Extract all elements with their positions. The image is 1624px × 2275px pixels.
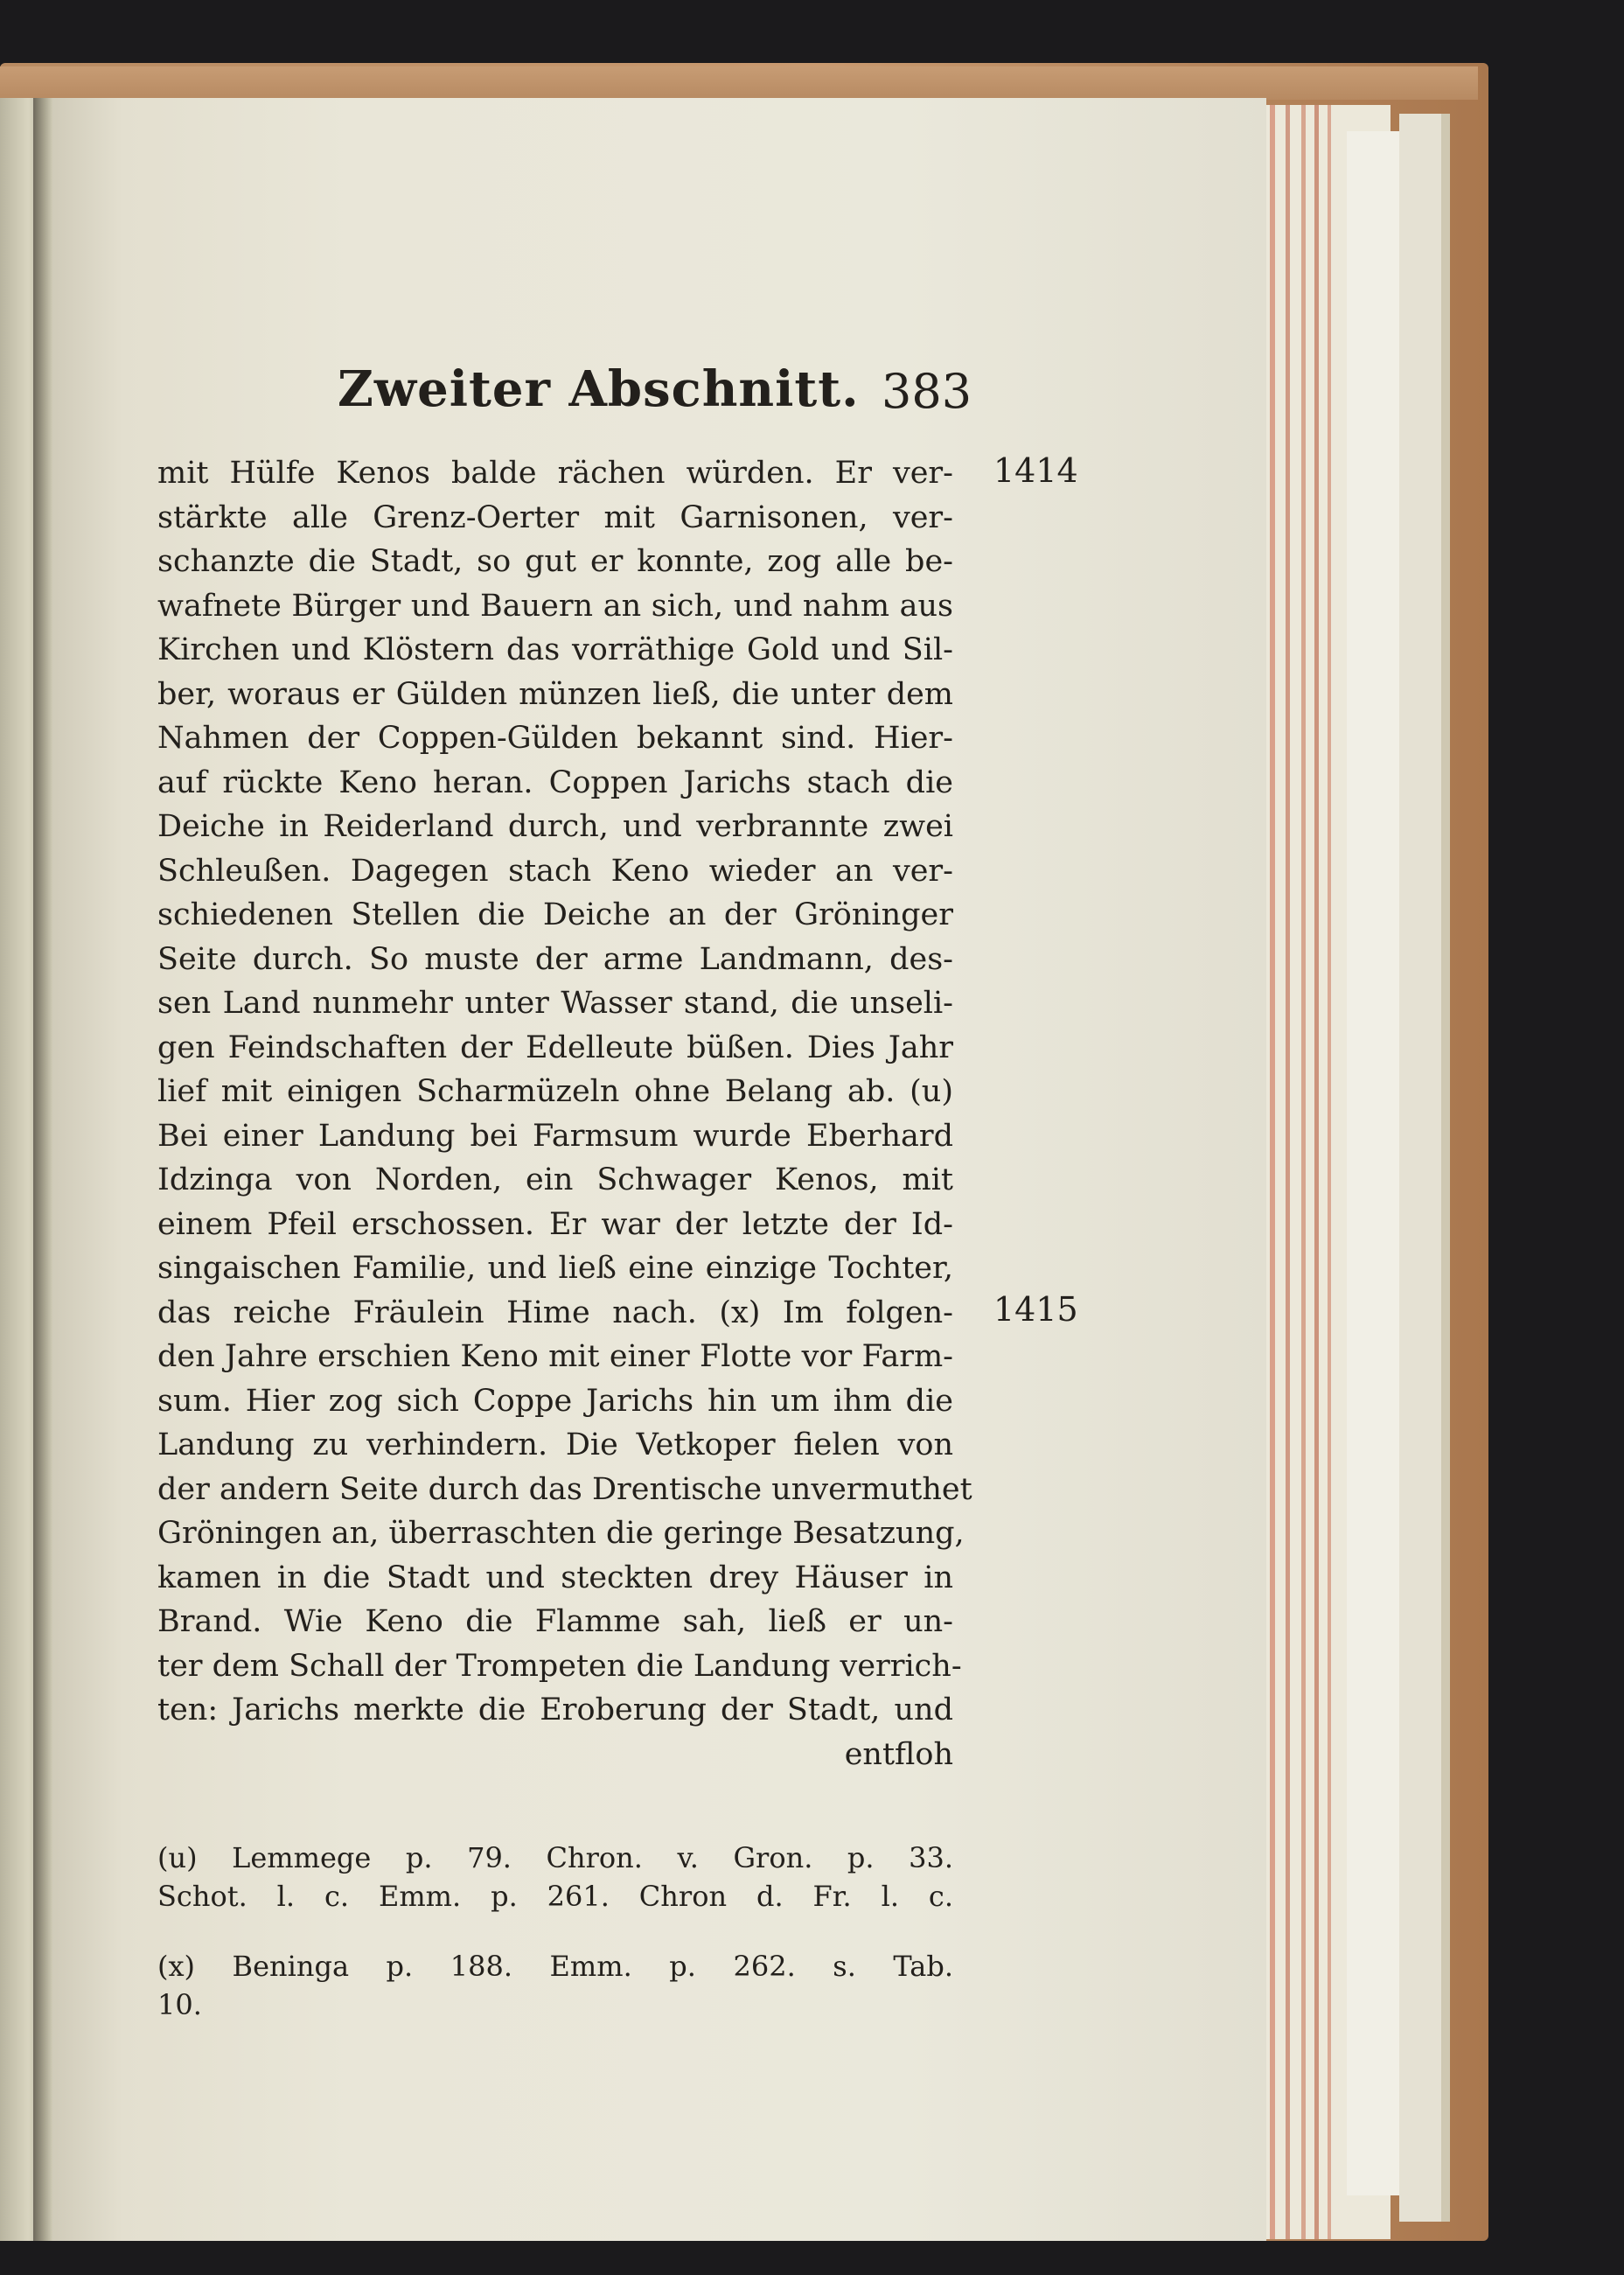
text-line: Kirchen und Klöstern das vorräthige Gold und Sil- — [157, 632, 953, 667]
text-line: Idzinga von Norden, ein Schwager Kenos, mit — [157, 1162, 953, 1197]
page-number: 383 — [882, 364, 972, 419]
margin-year-1414: 1414 — [993, 451, 1078, 490]
text-line: stärkte alle Grenz-Oerter mit Garnisonen, ver- — [157, 499, 953, 535]
text-line: sum. Hier zog sich Coppe Jarichs hin um ihm die — [157, 1383, 953, 1419]
text-line: der andern Seite durch das Drentische unvermuthet — [157, 1471, 972, 1507]
text-line: Seite durch. So muste der arme Landmann, des- — [157, 941, 953, 977]
footnotes — [157, 1839, 953, 2024]
page-edge-red — [1301, 105, 1306, 2239]
text-line: Gröningen an, überraschten die geringe Besatzung, — [157, 1516, 965, 1551]
text-line: Schleußen. Dagegen stach Keno wieder an ver- — [157, 853, 953, 889]
margin-year-1415: 1415 — [993, 1290, 1078, 1329]
page-edge-red — [1328, 105, 1331, 2239]
text-line: singaischen Familie, und ließ eine einzige Tochter, — [157, 1251, 953, 1286]
text-line: kamen in die Stadt und steckten drey Häuser in — [157, 1560, 953, 1595]
text-line: ber, woraus er Gülden münzen ließ, die unter dem — [157, 676, 953, 712]
cover-top-edge — [0, 66, 1478, 100]
text-line: mit Hülfe Kenos balde rächen würden. Er ver- — [157, 456, 953, 491]
text-line: Nahmen der Coppen-Gülden bekannt sind. Hier- — [157, 721, 953, 756]
text-line: den Jahre erschien Keno mit einer Flotte vor Farm- — [157, 1339, 953, 1374]
footnote-x-line-1: (x) Beninga p. 188. Emm. p. 262. s. Tab. — [157, 1950, 953, 1983]
text-line: schiedenen Stellen die Deiche an der Gröninger — [157, 897, 953, 932]
text-line: schanzte die Stadt, so gut er konnte, zog alle be- — [157, 544, 953, 579]
page-stack — [1399, 114, 1441, 2222]
page-stack — [1441, 114, 1450, 2222]
text-line: Landung zu verhindern. Die Vetkoper fielen von — [157, 1427, 953, 1462]
text-line: gen Feindschaften der Edelleute büßen. Dies Jahr — [157, 1029, 953, 1065]
text-line: ten: Jarichs merkte die Eroberung der Stadt, und — [157, 1692, 953, 1727]
page-stack — [1347, 131, 1399, 2195]
text-line: Brand. Wie Keno die Flamme sah, ließ er un- — [157, 1604, 953, 1639]
footnote-u-line-1: (u) Lemmege p. 79. Chron. v. Gron. p. 33. — [157, 1841, 953, 1874]
text-line: lief mit einigen Scharmüzeln ohne Belang ab. (u) — [157, 1074, 953, 1109]
text-line: ter dem Schall der Trompeten die Landung verrich- — [157, 1648, 962, 1684]
page-edge-red — [1286, 105, 1290, 2239]
text-line: auf rückte Keno heran. Coppen Jarichs stach die — [157, 764, 953, 800]
running-title: Zweiter Abschnitt. — [338, 360, 860, 418]
text-line: Deiche in Reiderland durch, und verbrannte zwei — [157, 809, 953, 844]
book-page — [49, 98, 1266, 2241]
text-line: das reiche Fräulein Hime nach. (x) Im folgen- — [157, 1295, 953, 1330]
page-header — [338, 360, 972, 430]
text-line: wafnete Bürger und Bauern an sich, und nahm aus — [157, 588, 953, 624]
catchword: entfloh — [844, 1736, 953, 1772]
body-text — [157, 451, 972, 1776]
text-line: sen Land nunmehr unter Wasser stand, die unseli- — [157, 986, 953, 1021]
text-line: Bei einer Landung bei Farmsum wurde Eberhard — [157, 1118, 953, 1154]
text-line: einem Pfeil erschossen. Er war der letzte der Id- — [157, 1206, 953, 1242]
footnote-x-line-2: 10. — [157, 1988, 202, 2021]
footnote-u-line-2: Schot. l. c. Emm. p. 261. Chron d. Fr. l. c. — [157, 1880, 953, 1913]
page-edge-red — [1314, 105, 1319, 2239]
book-gutter — [33, 98, 52, 2241]
page-edge-red — [1270, 105, 1275, 2239]
